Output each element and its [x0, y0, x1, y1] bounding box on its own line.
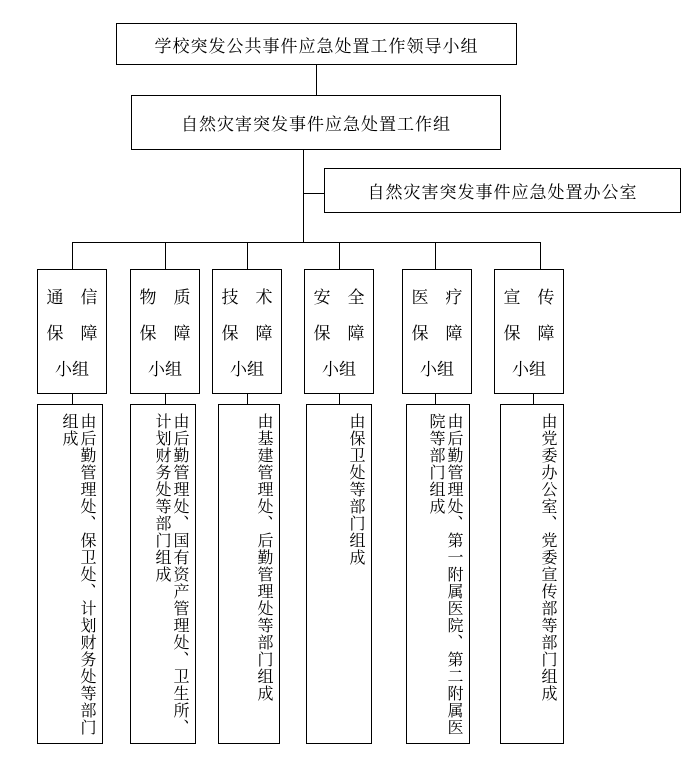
connector-desc-4 — [339, 394, 340, 404]
group-char: 通 — [46, 288, 64, 309]
connector-to-office — [303, 193, 325, 194]
group-char: 术 — [255, 288, 273, 309]
description-medical — [406, 404, 470, 744]
office-box — [324, 168, 681, 213]
description-communication — [37, 404, 103, 744]
group-char: 障 — [80, 323, 98, 344]
description-text: 由后勤管理处、第一附属医院、第二附属医院等部门组成 — [427, 413, 464, 736]
group-char: 宣 — [503, 288, 521, 309]
group-char: 保 — [221, 323, 239, 344]
connector-desc-5 — [435, 394, 436, 404]
connector-drop-1 — [72, 242, 73, 269]
group-suffix: 小组 — [148, 359, 182, 380]
description-technical — [218, 404, 280, 744]
leadership-group-box — [116, 23, 517, 65]
description-publicity — [500, 404, 564, 744]
group-box-security — [304, 269, 374, 394]
group-box-materials — [130, 269, 200, 394]
leadership-group-label: 学校突发公共事件应急处置工作领导小组 — [154, 36, 479, 57]
group-char: 障 — [537, 323, 555, 344]
connector-drop-4 — [339, 242, 340, 269]
connector-drop-2 — [165, 242, 166, 269]
group-box-publicity — [494, 269, 564, 394]
group-box-medical — [402, 269, 472, 394]
office-label: 自然灾害突发事件应急处置办公室 — [367, 183, 638, 203]
work-group-label: 自然灾害突发事件应急处置工作组 — [181, 115, 451, 135]
group-box-technical — [212, 269, 282, 394]
group-char: 信 — [80, 288, 98, 309]
group-char: 障 — [445, 323, 463, 344]
group-char: 传 — [537, 288, 555, 309]
group-char: 保 — [139, 323, 157, 344]
description-text: 由基建管理处、后勤管理处等部门组成 — [255, 413, 274, 702]
group-char: 保 — [503, 323, 521, 344]
connector-desc-2 — [165, 394, 166, 404]
group-suffix: 小组 — [512, 359, 546, 380]
group-char: 安 — [313, 288, 331, 309]
connector-drop-3 — [247, 242, 248, 269]
group-char: 疗 — [445, 288, 463, 309]
description-text: 由后勤管理处、保卫处、计划财务处等部门组成 — [60, 413, 97, 736]
connector-desc-3 — [247, 394, 248, 404]
group-suffix: 小组 — [230, 359, 264, 380]
connector-trunk — [303, 150, 304, 242]
group-char: 质 — [173, 288, 191, 309]
connector-drop-6 — [540, 242, 541, 269]
group-char: 保 — [313, 323, 331, 344]
description-materials — [130, 404, 196, 744]
group-char: 物 — [139, 288, 157, 309]
work-group-box — [131, 95, 501, 150]
group-char: 障 — [255, 323, 273, 344]
group-char: 医 — [411, 288, 429, 309]
group-suffix: 小组 — [322, 359, 356, 380]
group-char: 技 — [221, 288, 239, 309]
group-char: 全 — [347, 288, 365, 309]
description-text: 由党委办公室、党委宣传部等部门组成 — [539, 413, 558, 702]
group-char: 保 — [411, 323, 429, 344]
group-box-communication — [37, 269, 107, 394]
connector-drop-5 — [435, 242, 436, 269]
connector-desc-1 — [72, 394, 73, 404]
connector-desc-6 — [533, 394, 534, 404]
description-text: 由后勤管理处、国有资产管理处、卫生所、计划财务处等部门组成 — [153, 413, 190, 736]
description-security — [306, 404, 372, 744]
description-text: 由保卫处等部门组成 — [347, 413, 366, 566]
connector-top-to-workgroup — [316, 65, 317, 95]
group-char: 障 — [173, 323, 191, 344]
group-suffix: 小组 — [420, 359, 454, 380]
group-suffix: 小组 — [55, 359, 89, 380]
connector-bus — [72, 242, 540, 243]
group-char: 障 — [347, 323, 365, 344]
group-char: 保 — [46, 323, 64, 344]
